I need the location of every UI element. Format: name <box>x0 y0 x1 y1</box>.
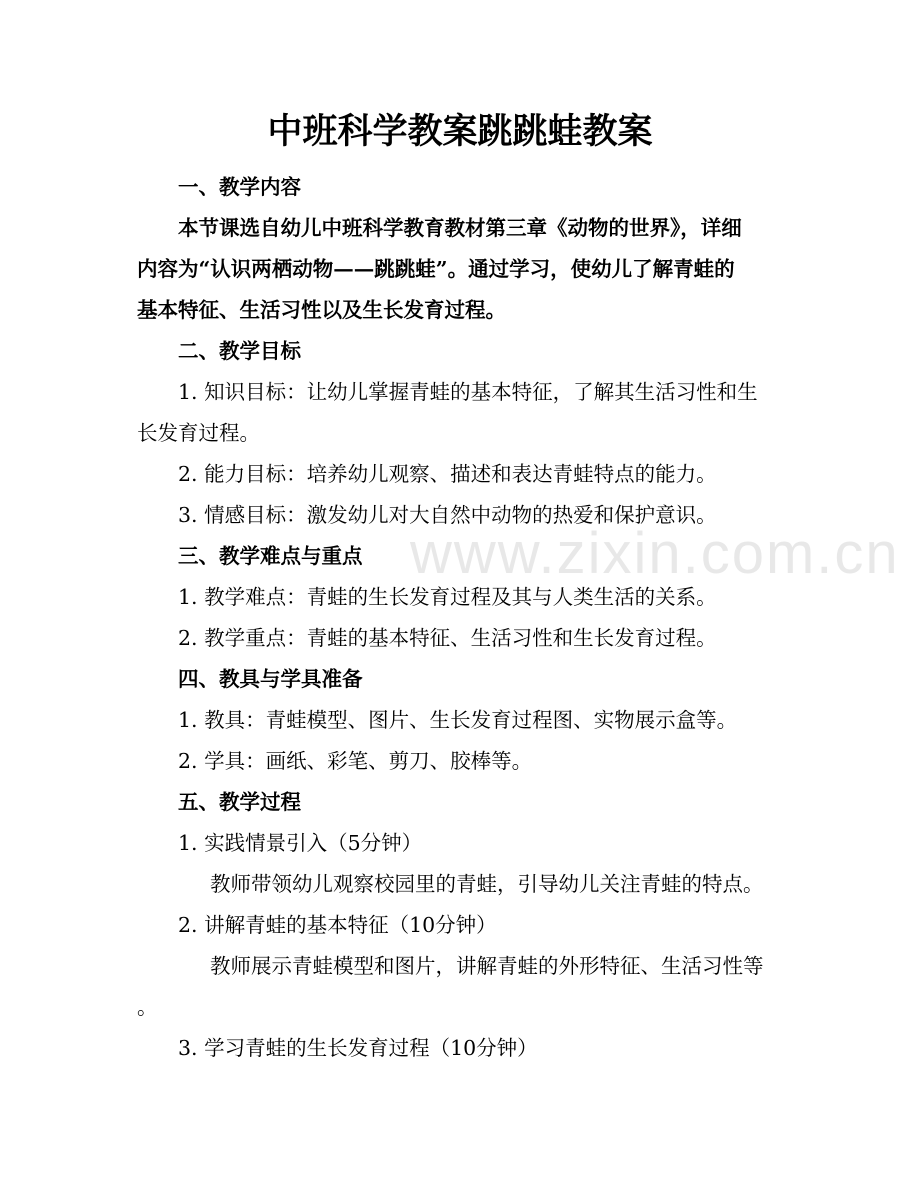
list-item: 2. 讲解青蛙的基本特征（10分钟） <box>178 913 497 937</box>
watermark: www.zixin.com.cn <box>410 521 900 586</box>
section-heading-key-points: 三、教学难点与重点 <box>178 544 363 568</box>
paragraph-line: 内容为“认识两栖动物——跳跳蛙”。通过学习，使幼儿了解青蛙的 <box>137 257 735 281</box>
list-item: 1. 教学难点：青蛙的生长发育过程及其与人类生活的关系。 <box>178 585 717 609</box>
section-heading-process: 五、教学过程 <box>178 790 301 814</box>
document-title: 中班科学教案跳跳蛙教案 <box>267 111 653 152</box>
list-item-description-continuation: 。 <box>137 995 158 1019</box>
list-item-description: 教师带领幼儿观察校园里的青蛙，引导幼儿关注青蛙的特点。 <box>210 872 764 896</box>
section-heading-objectives: 二、教学目标 <box>178 339 301 363</box>
list-item: 1. 实践情景引入（5分钟） <box>178 831 423 855</box>
paragraph-line: 基本特征、生活习性以及生长发育过程。 <box>137 298 506 322</box>
paragraph-line: 本节课选自幼儿中班科学教育教材第三章《动物的世界》，详细 <box>178 216 742 240</box>
section-heading-materials: 四、教具与学具准备 <box>178 667 363 691</box>
list-item: 1. 教具：青蛙模型、图片、生长发育过程图、实物展示盒等。 <box>178 708 738 732</box>
list-item: 2. 学具：画纸、彩笔、剪刀、胶棒等。 <box>178 749 533 773</box>
list-item: 3. 情感目标：激发幼儿对大自然中动物的热爱和保护意识。 <box>178 503 717 527</box>
list-item: 2. 能力目标：培养幼儿观察、描述和表达青蛙特点的能力。 <box>178 462 717 486</box>
list-item-description: 教师展示青蛙模型和图片，讲解青蛙的外形特征、生活习性等 <box>210 954 764 978</box>
list-item-continuation: 长发育过程。 <box>137 421 260 445</box>
list-item: 2. 教学重点：青蛙的基本特征、生活习性和生长发育过程。 <box>178 626 717 650</box>
list-item: 1. 知识目标：让幼儿掌握青蛙的基本特征，了解其生活习性和生 <box>178 380 758 404</box>
section-heading-content: 一、教学内容 <box>178 175 301 199</box>
list-item: 3. 学习青蛙的生长发育过程（10分钟） <box>178 1036 538 1060</box>
